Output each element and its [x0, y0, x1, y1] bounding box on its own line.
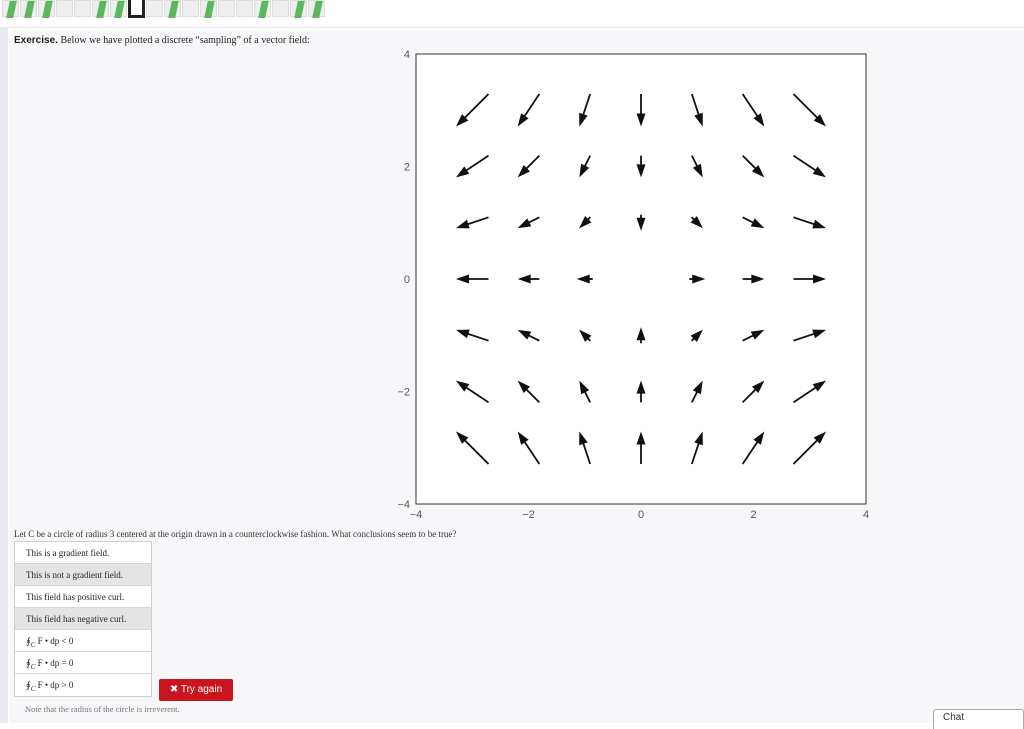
integral-expression: F • dp = 0	[35, 658, 74, 668]
exercise-text: Below we have plotted a discrete “sampling” of a vector field:	[60, 35, 310, 46]
progress-tile[interactable]	[290, 0, 307, 17]
y-tick-label: −4	[397, 499, 410, 511]
contour-integral-symbol: ∮	[26, 680, 31, 690]
chat-button[interactable]	[933, 709, 1024, 729]
answer-choice[interactable]	[15, 674, 151, 696]
x-tick-label: 4	[862, 509, 870, 521]
progress-tile[interactable]	[308, 0, 325, 17]
x-icon: ✖	[169, 684, 179, 695]
progress-tile[interactable]	[74, 0, 91, 17]
progress-tile[interactable]	[110, 0, 127, 17]
y-tick-label: 4	[403, 49, 410, 61]
progress-tile[interactable]	[56, 0, 73, 17]
progress-tile[interactable]	[236, 0, 253, 17]
y-tick-label: 2	[403, 161, 410, 174]
progress-bar	[0, 0, 1024, 28]
answer-choice[interactable]	[15, 652, 151, 674]
choice-label: This field has negative curl.	[26, 614, 127, 624]
progress-tile[interactable]	[2, 0, 19, 17]
curve-subscript: C	[30, 640, 36, 649]
progress-tile[interactable]	[128, 0, 145, 18]
x-tick-label: 0	[637, 509, 645, 521]
progress-tile[interactable]	[92, 0, 109, 17]
x-tick-label: −2	[522, 509, 535, 521]
exercise-label: Exercise.	[14, 35, 58, 46]
left-rail	[0, 28, 8, 723]
progress-tile[interactable]	[272, 0, 289, 17]
chat-label: Chat	[943, 712, 965, 723]
x-tick-label: 2	[750, 509, 757, 521]
choice-label: This field has positive curl.	[26, 592, 125, 602]
answer-choice[interactable]	[15, 586, 151, 608]
answer-choice[interactable]	[15, 542, 151, 564]
answer-choice[interactable]	[15, 630, 151, 652]
progress-tile[interactable]	[146, 0, 163, 17]
question-text: Let C be a circle of radius 3 centered at the origin drawn in a counterclockwise fashion. What conclusions seem to be true?	[14, 529, 457, 539]
contour-integral-symbol: ∮	[26, 636, 31, 646]
progress-tile[interactable]	[182, 0, 199, 17]
progress-tile[interactable]	[200, 0, 217, 17]
curve-subscript: C	[30, 684, 36, 693]
choice-label: This is a gradient field.	[26, 548, 110, 558]
answer-choices	[14, 541, 152, 697]
choice-label: This is not a gradient field.	[26, 570, 123, 580]
progress-tile[interactable]	[20, 0, 37, 17]
answer-choice[interactable]	[15, 564, 151, 586]
x-tick-label: −4	[409, 509, 423, 521]
y-tick-label: −2	[397, 386, 410, 399]
answer-choice[interactable]	[15, 608, 151, 630]
exercise-heading	[14, 35, 310, 46]
try-again-label: Try again	[180, 684, 223, 695]
vector-field-plot	[384, 44, 874, 530]
integral-expression: F • dp > 0	[35, 680, 74, 690]
try-again-button[interactable]	[159, 679, 233, 701]
y-tick-label: 0	[403, 274, 410, 286]
progress-tiles	[2, 0, 325, 18]
progress-tile[interactable]	[218, 0, 235, 17]
progress-tile[interactable]	[164, 0, 181, 17]
progress-tile[interactable]	[38, 0, 55, 17]
note-text: Note that the radius of the circle is irreverent.	[25, 704, 180, 714]
integral-expression: F • dp < 0	[35, 636, 74, 646]
contour-integral-symbol: ∮	[26, 658, 31, 668]
progress-tile[interactable]	[254, 0, 271, 17]
curve-subscript: C	[30, 662, 36, 671]
